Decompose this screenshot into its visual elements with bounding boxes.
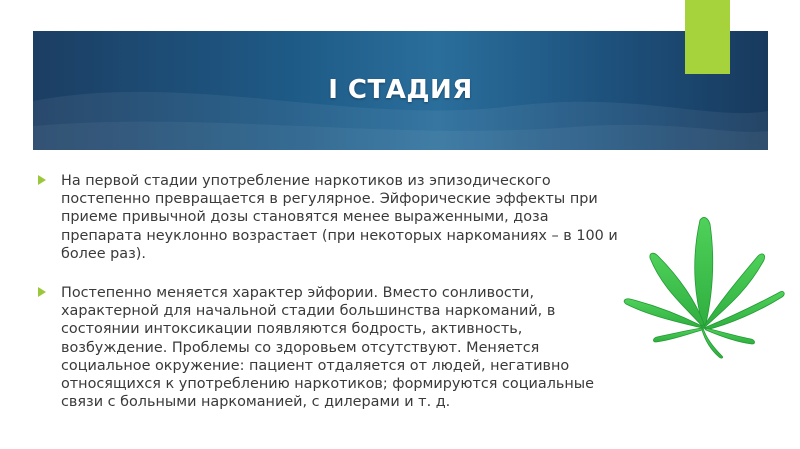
bullet-list: [38, 172, 618, 432]
bullet-item: [38, 172, 618, 263]
bullet-text: На первой стадии употребление наркотиков из эпизодического постепенно превращается в регулярное. Эйфорические эффекты при приеме привычной дозы становятся менее выраженными, доза препарата неуклонно возрастает (при некоторых наркоманиях – в 100 и более раз).: [61, 173, 618, 262]
triangle-bullet-icon: [38, 287, 46, 297]
title-banner: [33, 31, 768, 150]
slide-title: I СТАДИЯ: [328, 75, 473, 105]
accent-tab: [685, 0, 730, 74]
bullet-text: Постепенно меняется характер эйфории. Вместо сонливости, характерной для начальной стадии большинства наркоманий, в состоянии интоксикации появляются бодрость, активность, возбуждение. Проблемы со здоровьем отсутствуют. Меняется социальное окружение: пациент отдаляется от людей, негативно относящихся к употреблению наркотиков; формируются социальные связи с больными наркоманией, с дилерами и т. д.: [61, 285, 595, 411]
bullet-item: [38, 284, 618, 411]
cannabis-leaf-icon: [618, 210, 788, 360]
triangle-bullet-icon: [38, 175, 46, 185]
